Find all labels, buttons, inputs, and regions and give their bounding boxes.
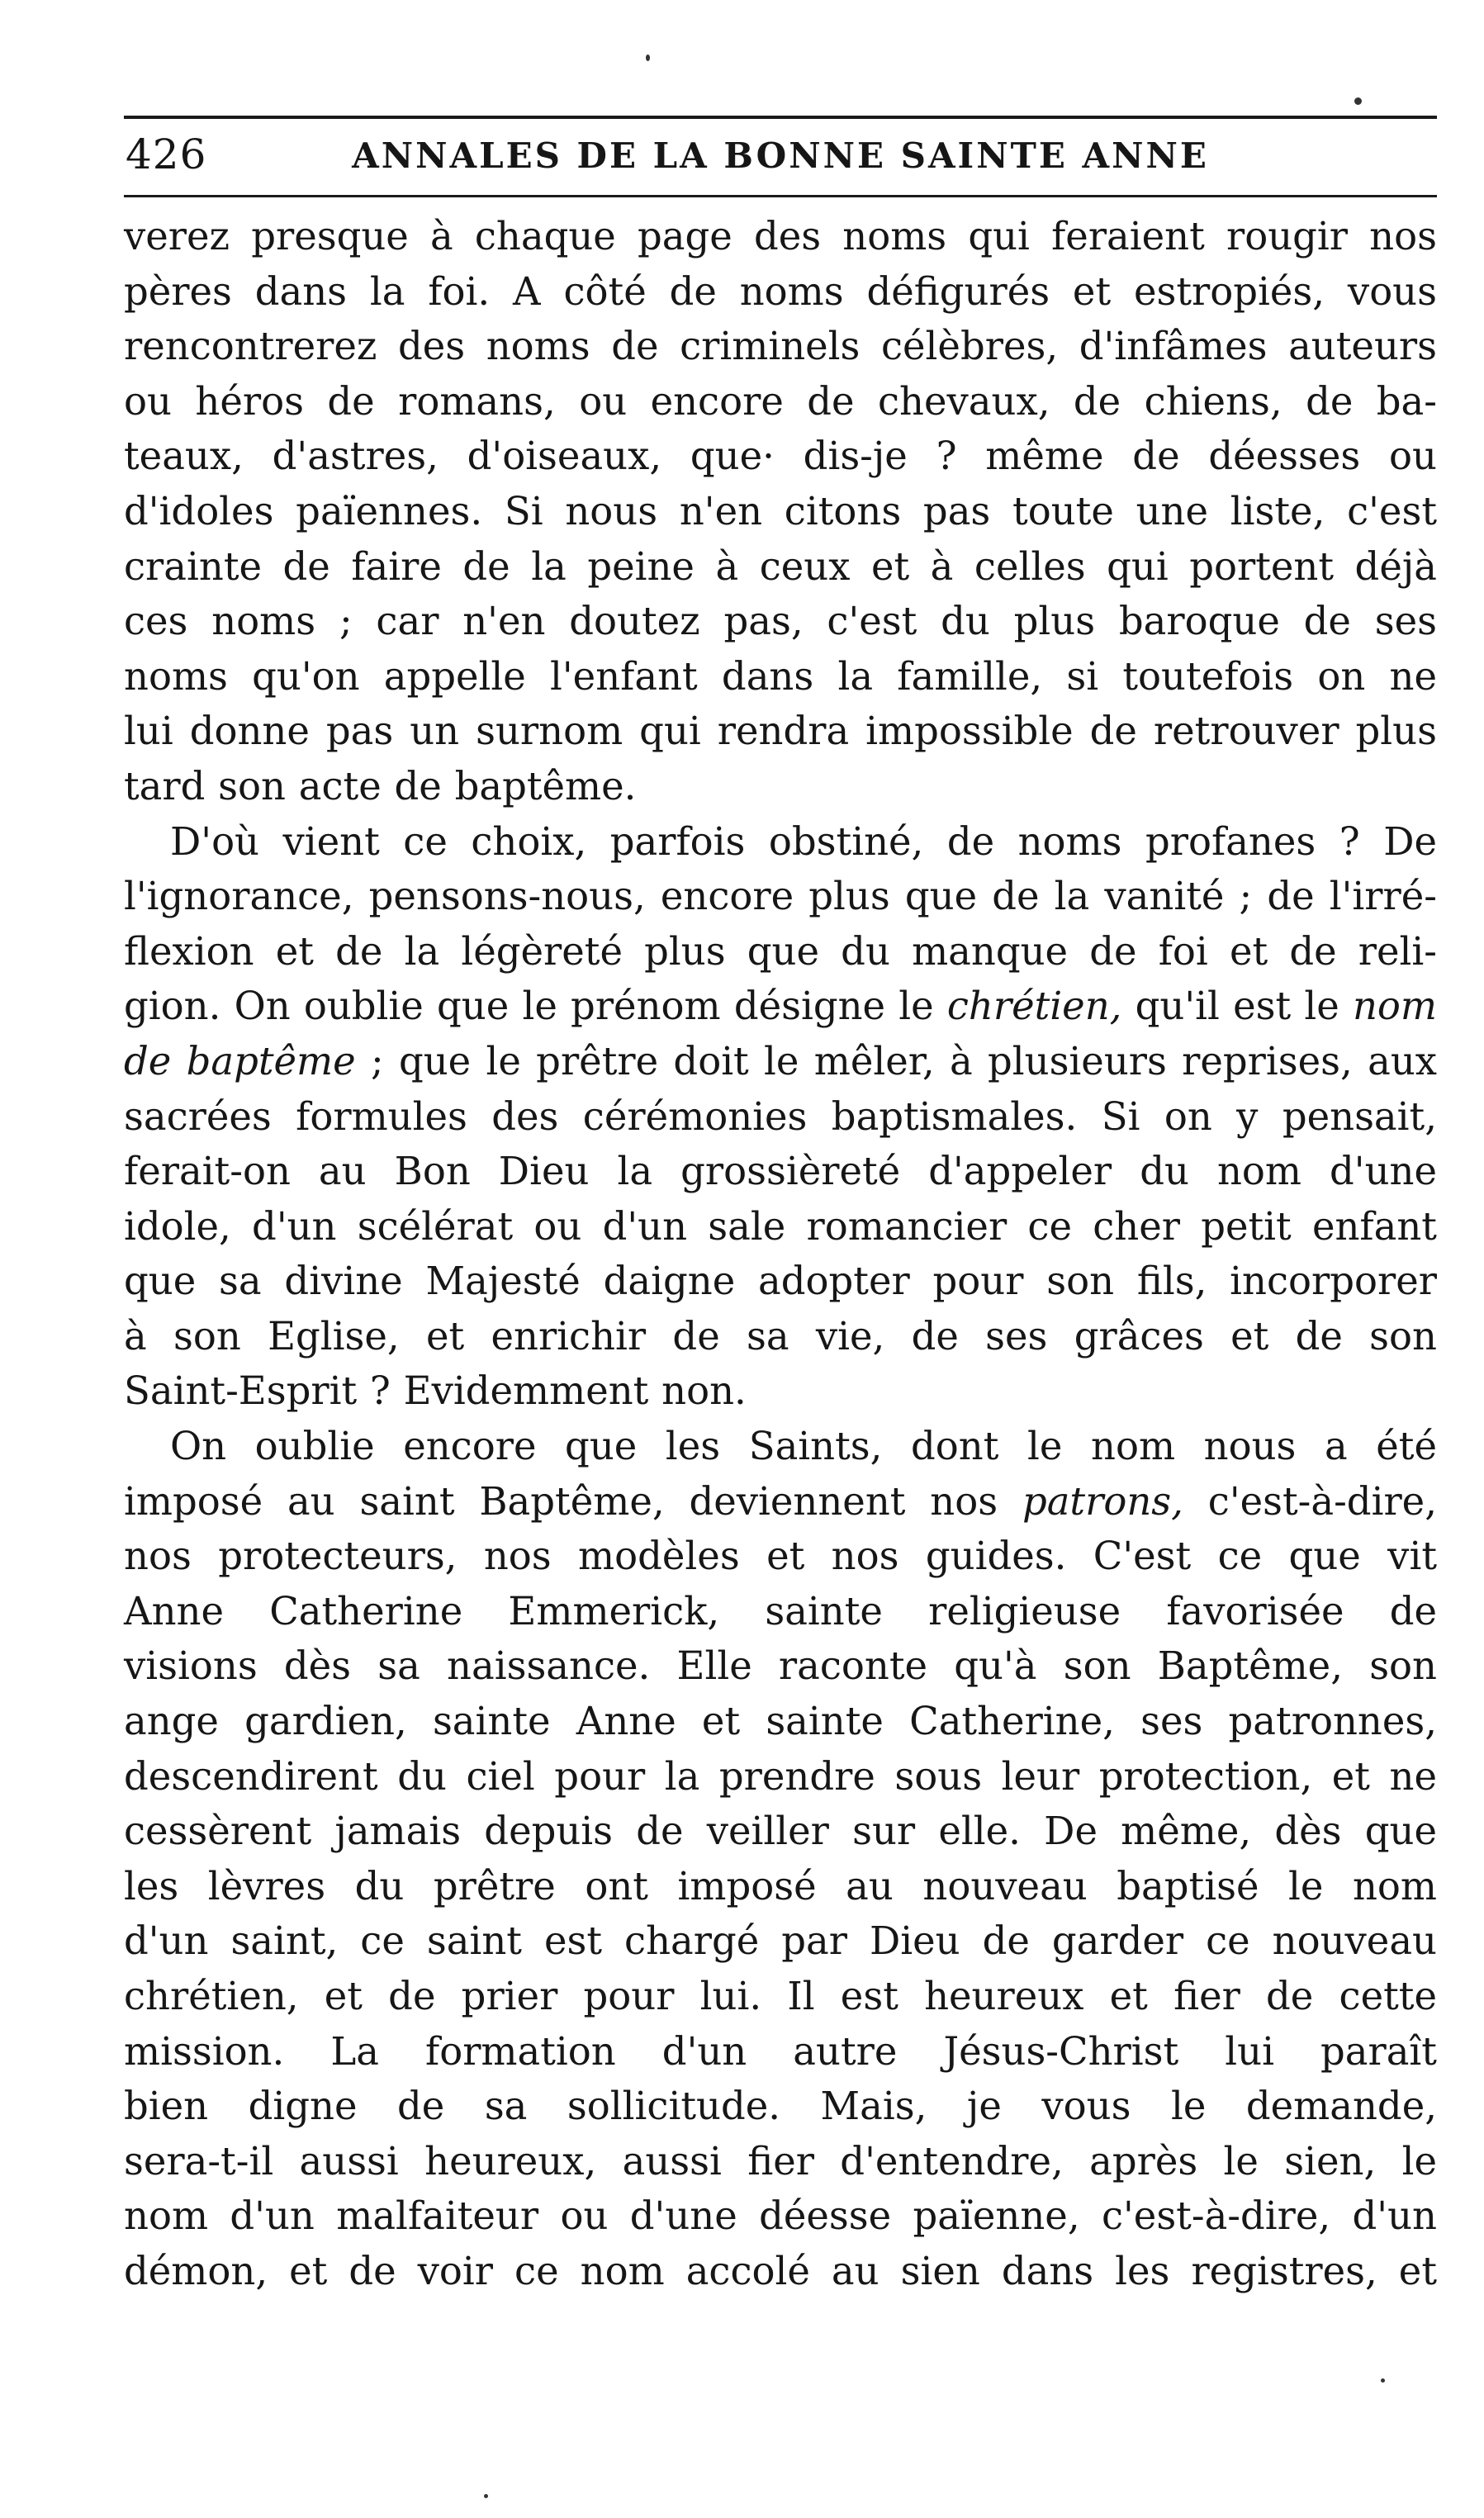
text-line: Anne Catherine Emmerick, sainte religieuse favorisée de (124, 1588, 1437, 1634)
text-line: On oublie encore que les Saints, dont le nom nous a été (170, 1424, 1437, 1469)
text-line (124, 979, 1437, 1034)
text-line (124, 1474, 1437, 1529)
text-line: rencontrerez des noms de criminels célèbres, d'infâmes auteurs (124, 324, 1437, 369)
text-line: les lèvres du prêtre ont imposé au nouveau baptisé le nom (124, 1863, 1437, 1909)
text-run: c'est-à-dire, (1183, 1478, 1437, 1524)
text-run: gion. On oublie que le prénom désigne le (124, 984, 947, 1029)
text-line: Saint-Esprit ? Evidemment non. (124, 1368, 747, 1414)
text-line: ces noms ; car n'en doutez pas, c'est du plus baroque de ses (124, 599, 1437, 644)
running-header (124, 119, 1437, 195)
text-line: d'idoles païennes. Si nous n'en citons pas toute une liste, c'est (124, 488, 1437, 533)
text-line: bien digne de sa sollicitude. Mais, je vous le demande, (124, 2084, 1437, 2129)
text-line: flexion et de la légèreté plus que du manque de foi et de reli- (124, 928, 1437, 974)
italic-word-patrons: patrons, (1022, 1478, 1183, 1524)
text-line: teaux, d'astres, d'oiseaux, que· dis-je ? même de déesses ou (124, 434, 1437, 479)
text-line: démon, et de voir ce nom accolé au sien dans les registres, et (124, 2248, 1437, 2293)
text-line: lui donne pas un surnom qui rendra impossible de retrouver plus (124, 709, 1437, 754)
book-page (124, 116, 1437, 2299)
text-line: sera-t-il aussi heureux, aussi fier d'entendre, après le sien, le (124, 2138, 1437, 2184)
scan-speck (1354, 97, 1362, 105)
paragraph-3 (124, 1419, 1437, 2299)
scan-speck (1381, 2378, 1385, 2383)
running-title: ANNALES DE LA BONNE SAINTE ANNE (352, 135, 1209, 176)
text-line: verez presque à chaque page des noms qui feraient rougir nos (124, 214, 1437, 258)
paragraph-1 (124, 209, 1437, 814)
text-line: visions dès sa naissance. Elle raconte qu'à son Baptême, son (124, 1643, 1437, 1689)
text-line: nos protecteurs, nos modèles et nos guides. C'est ce que vit (124, 1534, 1437, 1579)
italic-phrase-de-bapteme: de baptême (124, 1038, 356, 1084)
text-line: nom d'un malfaiteur ou d'une déesse païenne, c'est-à-dire, d'un (124, 2193, 1437, 2239)
body-text (124, 209, 1437, 2299)
page-number: 426 (126, 130, 207, 178)
text-line: descendirent du ciel pour la prendre sous leur protection, et ne (124, 1753, 1437, 1799)
text-line: à son Eglise, et enrichir de sa vie, de ses grâces et de son (124, 1313, 1437, 1359)
text-line: l'ignorance, pensons-nous, encore plus que de la vanité ; de l'irré- (124, 874, 1437, 919)
italic-word-nom: nom (1352, 984, 1437, 1029)
header-bottom-rule (124, 195, 1437, 197)
text-run: ; que le prêtre doit le mêler, à plusieurs reprises, aux (355, 1038, 1437, 1084)
paragraph-2 (124, 814, 1437, 1420)
scan-speck (646, 55, 650, 61)
text-line: D'où vient ce choix, parfois obstiné, de noms profanes ? De (170, 818, 1437, 864)
text-line: mission. La formation d'un autre Jésus-Christ lui paraît (124, 2028, 1437, 2074)
text-line (124, 1034, 1437, 1089)
text-line: ange gardien, sainte Anne et sainte Catherine, ses patronnes, (124, 1699, 1437, 1744)
text-line: ferait-on au Bon Dieu la grossièreté d'appeler du nom d'une (124, 1149, 1437, 1194)
italic-word-chretien: chrétien, (946, 984, 1122, 1029)
scan-speck (484, 2494, 488, 2498)
text-run: imposé au saint Baptême, deviennent nos (124, 1478, 1022, 1524)
text-line: que sa divine Majesté daigne adopter pour son fils, incorporer (124, 1259, 1437, 1304)
text-line: ou héros de romans, ou encore de chevaux, de chiens, de ba- (124, 378, 1437, 424)
text-line: idole, d'un scélérat ou d'un sale romancier ce cher petit enfant (124, 1203, 1437, 1249)
text-line: cessèrent jamais depuis de veiller sur elle. De même, dès que (124, 1809, 1437, 1854)
text-run: qu'il est le (1121, 984, 1353, 1029)
text-line: tard son acte de baptême. (124, 763, 637, 809)
text-line: pères dans la foi. A côté de noms défigurés et estropiés, vous (124, 268, 1437, 314)
text-line: crainte de faire de la peine à ceux et à celles qui portent déjà (124, 543, 1437, 589)
text-line: noms qu'on appelle l'enfant dans la famille, si toutefois on ne (124, 653, 1437, 699)
text-line: sacrées formules des cérémonies baptismales. Si on y pensait, (124, 1093, 1437, 1139)
text-line: chrétien, et de prier pour lui. Il est heureux et fier de cette (124, 1974, 1437, 2018)
text-line: d'un saint, ce saint est chargé par Dieu de garder ce nouveau (124, 1918, 1437, 1964)
